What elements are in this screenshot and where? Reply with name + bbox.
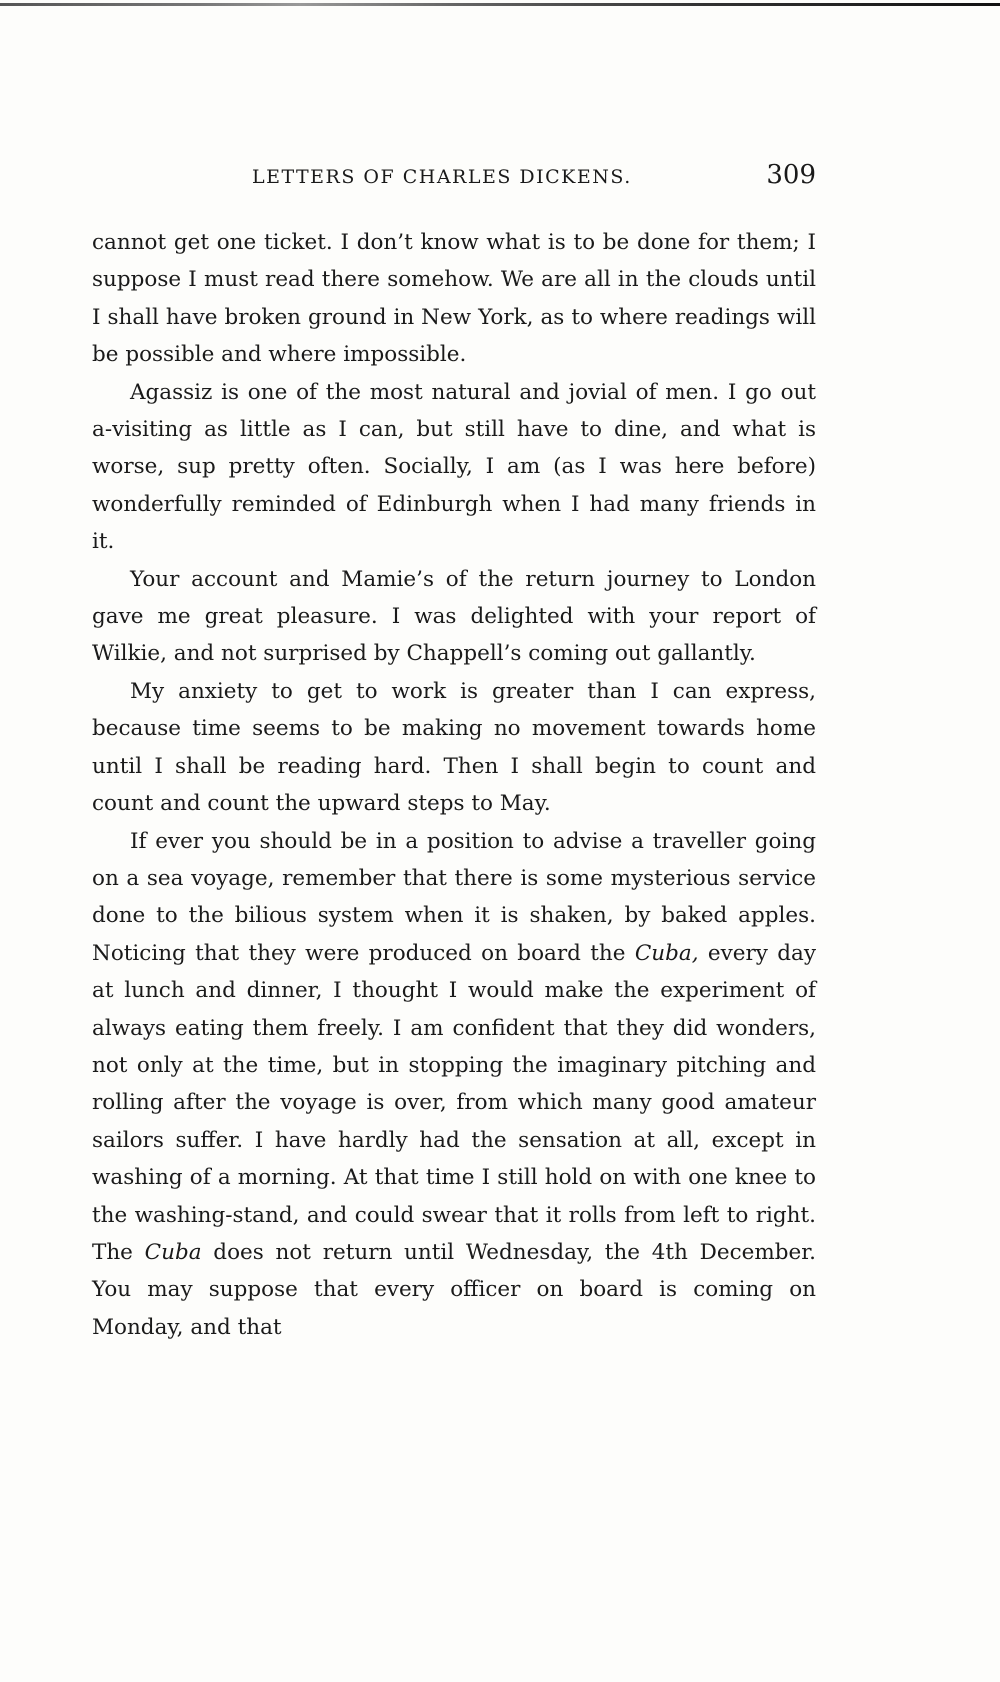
body-text xyxy=(92,224,816,1346)
top-edge-rule xyxy=(0,3,1000,6)
italic-text: Cuba xyxy=(144,1239,202,1265)
paragraph xyxy=(92,673,816,823)
text-run: cannot get one ticket. I don’t know what is to be done for them; I suppose I must read there somehow. We are all in the clouds until I shall have broken ground in New York, as to where readings will be possible and where impossible. xyxy=(92,230,816,368)
paragraph xyxy=(92,823,816,1347)
text-run: Agassiz is one of the most natural and jovial of men. I go out a-visiting as little as I can, but still have to dine, and what is worse, sup pretty often. Socially, I am (as I was here before) wonderfully reminded of Edinburgh when I had many friends in it. xyxy=(92,379,816,555)
italic-text: Cuba, xyxy=(634,940,699,966)
paragraph xyxy=(92,561,816,673)
page-number: 309 xyxy=(766,160,816,190)
running-head xyxy=(92,160,816,202)
book-page xyxy=(92,160,816,1346)
paragraph xyxy=(92,224,816,374)
running-title: LETTERS OF CHARLES DICKENS. xyxy=(252,166,632,188)
text-run: every day at lunch and dinner, I thought I would make the experiment of always eating them freely. I am confident that they did wonders, not only at the time, but in stopping the imaginary pitching and rolling after the voyage is over, from which many good amateur sailors suffer. I have hardly had the sensation at all, except in washing of a morning. At that time I still hold on with one knee to the washing-stand, and could swear that it rolls from left to right. The xyxy=(92,940,816,1265)
text-run: does not return until Wednesday, the 4th December. You may suppose that every officer on board is coming on Monday, and that xyxy=(92,1239,817,1340)
text-run: My anxiety to get to work is greater than I can express, because time seems to be making no movement towards home until I shall be reading hard. Then I shall begin to count and count and count the upward steps to May. xyxy=(92,678,816,817)
text-run: If ever you should be in a position to advise a traveller going on a sea voyage, remember that there is some mysterious service done to the bilious system when it is shaken, by baked apples. Noticing that they were produced on board the xyxy=(92,828,816,966)
paragraph xyxy=(92,374,816,561)
text-run: Your account and Mamie’s of the return journey to London gave me great pleasure. I was delighted with your report of Wilkie, and not surprised by Chappell’s coming out gallantly. xyxy=(92,566,816,667)
